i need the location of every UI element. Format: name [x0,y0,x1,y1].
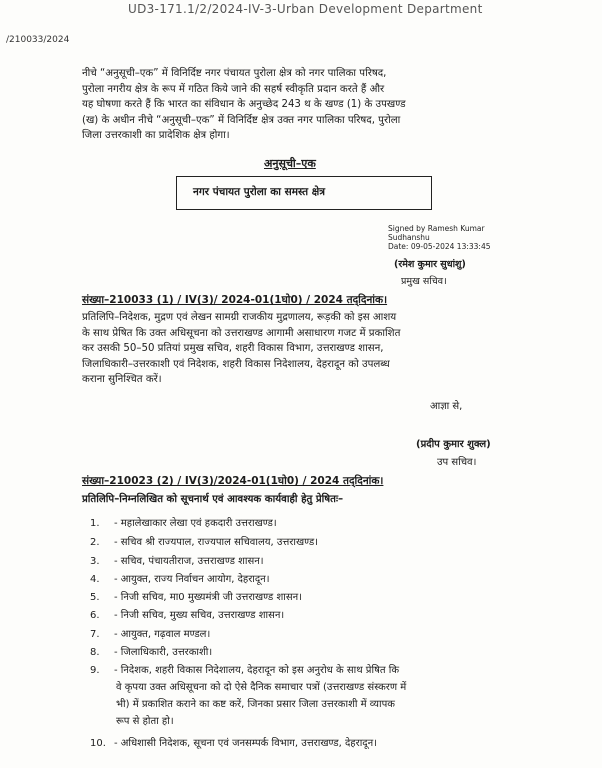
paragraph-line: नीचे “अनुसूची–एक” में विनिर्दिष्ट नगर पंचायत पुरोला क्षेत्र को नगर पालिका परिषद, [82,68,387,79]
deputy-secretary-name: (प्रदीप कुमार शुक्ल) [416,439,491,450]
schedule-box [176,176,432,210]
list-text: - सचिव, पंचायतीराज, उत्तराखण्ड शासन। [114,556,264,567]
list-number: 3. [90,556,100,567]
list-text: - निजी सचिव, मुख्य सचिव, उत्तराखण्ड शासन। [114,610,285,621]
list-number: 1. [90,518,100,529]
list-item [90,626,210,640]
list-item [90,607,284,621]
list-text: - अधिशासी निदेशक, सूचना एवं जनसम्पर्क विभाग, उत्तराखण्ड, देहरादून। [114,738,377,749]
department-header: UD3-171.1/2/2024-IV-3-Urban Development Department [128,2,483,16]
list-number: 8. [90,647,100,658]
list-text: - निदेशक, शहरी विकास निदेशालय, देहरादून को इस अनुरोध के साथ प्रेषित कि [114,665,400,676]
copy1-line: के साथ प्रेषित कि उक्त अधिसूचना को उत्तराखण्ड आगामी असाधारण गजट में प्रकाशित [82,327,401,339]
file-reference: /210033/2024 [6,35,70,45]
list-item [90,534,318,548]
copy1-line: कराना सुनिश्चित करें। [82,374,162,386]
copy1-number: संख्या–210033 (1) / IV(3)/ 2024-01(1घो0) / 2024 तद्‌दिनांक। [82,294,388,306]
paragraph-line: पुरोला नगरीय क्षेत्र के रूप में गठित किये जाने की सहर्ष स्वीकृति प्रदान करते हैं और [82,83,385,95]
list-text: - सचिव श्री राज्यपाल, राज्यपाल सचिवालय, उत्तराखण्ड। [114,537,319,548]
list-text: - आयुक्त, गढ़वाल मण्डल। [114,629,211,640]
list-text: - जिलाधिकारी, उत्तरकाशी। [114,647,213,658]
list-number: 5. [90,592,100,603]
signature-line: Sudhanshu [388,233,430,242]
list-item [90,644,212,658]
list-text: - निजी सचिव, मा0 मुख्यमंत्री जी उत्तराखण्ड शासन। [114,592,302,603]
list-item [90,735,377,749]
list-item [90,589,302,603]
list-item-continuation: भी) में प्रकाशित कराने का कष्ट करें, जिनका प्रसार जिला उत्तरकाशी में व्यापक [116,699,395,710]
paragraph-line: यह घोषणा करते हैं कि भारत का संविधान के अनुच्छेद 243 थ के खण्ड (1) के उपखण्ड [82,99,406,111]
signature-line: Date: 09-05-2024 13:33:45 [388,242,491,251]
digital-signature [388,224,491,251]
paragraph-line: (ख) के अधीन नीचे “अनुसूची–एक” में विनिर्दिष्ट क्षेत्र उक्त नगर पालिका परिषद, पुरोला [82,114,401,126]
copy1-line: जिलाधिकारी–उत्तरकाशी एवं निदेशक, शहरी विकास निदेशालय, देहरादून को उपलब्ध [82,358,390,370]
list-number: 7. [90,629,100,640]
list-item-continuation: रूप से होता हो। [116,716,174,727]
list-number: 2. [90,537,100,548]
copy1-paragraph [82,310,400,388]
list-item [90,553,264,567]
copy2-intro: प्रतिलिपि–निम्नलिखित को सूचनार्थ एवं आवश्यक कार्यवाही हेतु प्रेषितः– [82,494,344,505]
schedule-title: अनुसूची–एक [264,157,316,170]
list-text: - महालेखाकार लेखा एवं हकदारी उत्तराखण्ड। [114,518,277,529]
list-number: 10. [90,738,106,749]
paragraph-line: जिला उत्तरकाशी का प्रादेशिक क्षेत्र होगा। [82,130,230,142]
signature-line: Signed by Ramesh Kumar [388,224,485,233]
list-number: 9. [90,665,100,676]
notification-paragraph [82,66,554,144]
list-item-continuation: वे कृपया उक्त अधिसूचना को दो ऐसे दैनिक समाचार पत्रों (उत्तराखण्ड संस्करण में [116,682,407,693]
copy1-line: कर उसकी 50–50 प्रतियां प्रमुख सचिव, शहरी विकास विभाग, उत्तराखण्ड शासन, [82,343,384,355]
list-item [90,515,277,529]
signatory-name: (रमेश कुमार सुधांशु) [394,259,466,270]
list-item [90,662,399,676]
copy1-line: प्रतिलिपि–निदेशक, मुद्रण एवं लेखन सामग्री राजकीय मुद्रणालय, रूड़की को इस आशय [82,312,397,323]
list-number: 6. [90,610,100,621]
list-text: - आयुक्त, राज्य निर्वाचन आयोग, देहरादून। [114,574,270,585]
signatory-designation: प्रमुख सचिव। [401,276,447,287]
schedule-box-text: नगर पंचायत पुरोला का समस्त क्षेत्र [193,186,326,198]
deputy-secretary-designation: उप सचिव। [437,457,477,468]
list-item [90,571,270,585]
copy2-number: संख्या–210023 (2) / IV(3)/2024-01(1घो0) / 2024 तद्‌दिनांक। [82,475,384,487]
by-order: आज्ञा से, [430,401,463,412]
list-number: 4. [90,574,100,585]
